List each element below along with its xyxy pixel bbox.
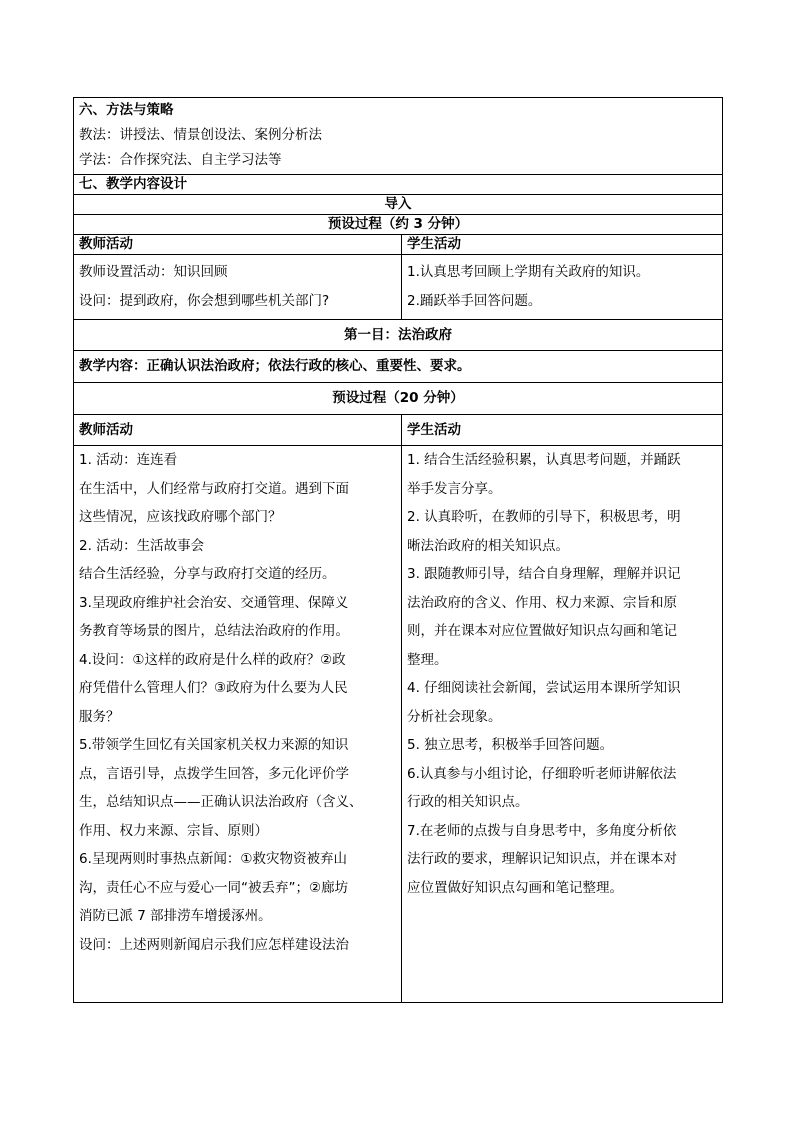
part1-student-line: 行政的相关知识点。 <box>407 794 529 810</box>
section6-row <box>74 98 723 175</box>
intro-activities-row <box>74 255 723 320</box>
part1-teacher-line: 结合生活经验，分享与政府打交道的经历。 <box>79 566 336 582</box>
intro-student-line: 2.踊跃举手回答问题。 <box>407 292 542 309</box>
part1-student-line: 法治政府的含义、作用、权力来源、宗旨和原 <box>407 594 677 611</box>
lesson-plan-table <box>73 97 723 1003</box>
part1-content-row <box>74 351 723 383</box>
part1-teacher-line: 服务？ <box>79 708 120 725</box>
part1-teacher-line: 2. 活动：生活故事会 <box>79 537 205 554</box>
section6-cell <box>74 98 723 175</box>
part1-teacher-line: 3.呈现政府维护社会治安、交通管理、保障义 <box>79 594 349 611</box>
part1-teacher-line: 4.设问：①这样的政府是什么样的政府？②政 <box>79 651 346 668</box>
part1-columns-row <box>74 415 723 446</box>
part1-teacher-col: 教师活动 <box>74 415 402 446</box>
part1-student-line: 4. 仔细阅读社会新闻，尝试运用本课所学知识 <box>407 680 681 696</box>
part1-teacher-line: 消防已派 7 部排涝车增援涿州。 <box>79 908 272 924</box>
intro-student-cell <box>402 255 723 320</box>
part1-student-line: 分析社会现象。 <box>407 708 502 725</box>
intro-columns-row <box>74 235 723 255</box>
part1-teacher-line: 生，总结知识点——正确认识法治政府（含义、 <box>79 794 363 810</box>
section6-title: 六、方法与策略 <box>79 102 174 118</box>
intro-process: 预设过程（约 3 分钟） <box>74 215 723 235</box>
part1-student-line: 1. 结合生活经验积累，认真思考问题，并踊跃 <box>407 452 681 468</box>
part1-process: 预设过程（20 分钟） <box>74 383 723 415</box>
intro-teacher-line: 教师设置活动：知识回顾 <box>79 264 228 280</box>
part1-teacher-line: 5.带领学生回忆有关国家机关权力来源的知识 <box>79 737 349 753</box>
learning-method: 学法：合作探究法、自主学习法等 <box>79 152 282 168</box>
part1-student-line: 举手发言分享。 <box>407 480 502 497</box>
part1-teacher-line: 作用、权力来源、宗旨、原则） <box>79 822 268 839</box>
intro-header-row <box>74 195 723 215</box>
part1-content: 教学内容：正确认识法治政府；依法行政的核心、重要性、要求。 <box>74 351 723 383</box>
part1-student-col: 学生活动 <box>402 415 723 446</box>
part1-teacher-line: 沟，责任心不应与爱心一同“被丢弃”；②廊坊 <box>79 879 349 896</box>
part1-teacher-line: 这些情况，应该找政府哪个部门？ <box>79 509 282 525</box>
intro-header: 导入 <box>74 195 723 215</box>
lesson-plan-page <box>73 97 722 1003</box>
part1-teacher-line: 点，言语引导，点拨学生回答，多元化评价学 <box>79 765 349 782</box>
intro-student-col: 学生活动 <box>402 235 723 255</box>
intro-process-row <box>74 215 723 235</box>
part1-teacher-line: 府凭借什么管理人们？③政府为什么要为人民 <box>79 680 348 696</box>
part1-student-line: 7.在老师的点拨与自身思考中，多角度分析依 <box>407 822 677 839</box>
part1-teacher-line: 设问：上述两则新闻启示我们应怎样建设法治 <box>79 936 349 953</box>
part1-student-line: 则，并在课本对应位置做好知识点勾画和笔记 <box>407 623 677 639</box>
part1-student-line: 6.认真参与小组讨论，仔细聆听老师讲解依法 <box>407 765 677 782</box>
part1-student-line: 5. 独立思考，积极举手回答问题。 <box>407 737 614 753</box>
intro-teacher-cell <box>74 255 402 320</box>
part1-student-line: 3. 跟随教师引导，结合自身理解，理解并识记 <box>407 566 681 582</box>
section7-title: 七、教学内容设计 <box>74 175 723 195</box>
part1-student-line: 法行政的要求，理解识记知识点，并在课本对 <box>407 851 677 867</box>
part1-teacher-cell <box>74 446 402 1003</box>
part1-student-line: 晰法治政府的相关知识点。 <box>407 537 569 554</box>
part1-teacher-line: 6.呈现两则时事热点新闻：①救灾物资被弃山 <box>79 851 347 867</box>
part1-teacher-line: 务教育等场景的图片，总结法治政府的作用。 <box>79 623 349 639</box>
part1-teacher-line: 1. 活动：连连看 <box>79 452 178 468</box>
intro-teacher-line: 设问：提到政府，你会想到哪些机关部门? <box>79 292 330 309</box>
part1-student-line: 整理。 <box>407 651 448 668</box>
teaching-method: 教法：讲授法、情景创设法、案例分析法 <box>79 127 322 143</box>
intro-teacher-col: 教师活动 <box>74 235 402 255</box>
part1-header-row <box>74 320 723 351</box>
part1-header: 第一目：法治政府 <box>74 320 723 351</box>
part1-student-cell <box>402 446 723 1003</box>
part1-activities-row <box>74 446 723 1003</box>
part1-student-line: 2. 认真聆听，在教师的引导下，积极思考，明 <box>407 509 681 525</box>
part1-process-row <box>74 383 723 415</box>
intro-student-line: 1.认真思考回顾上学期有关政府的知识。 <box>407 264 650 280</box>
part1-student-line: 应位置做好知识点勾画和笔记整理。 <box>407 879 623 896</box>
part1-teacher-line: 在生活中，人们经常与政府打交道。遇到下面 <box>79 480 349 497</box>
section7-row <box>74 175 723 195</box>
